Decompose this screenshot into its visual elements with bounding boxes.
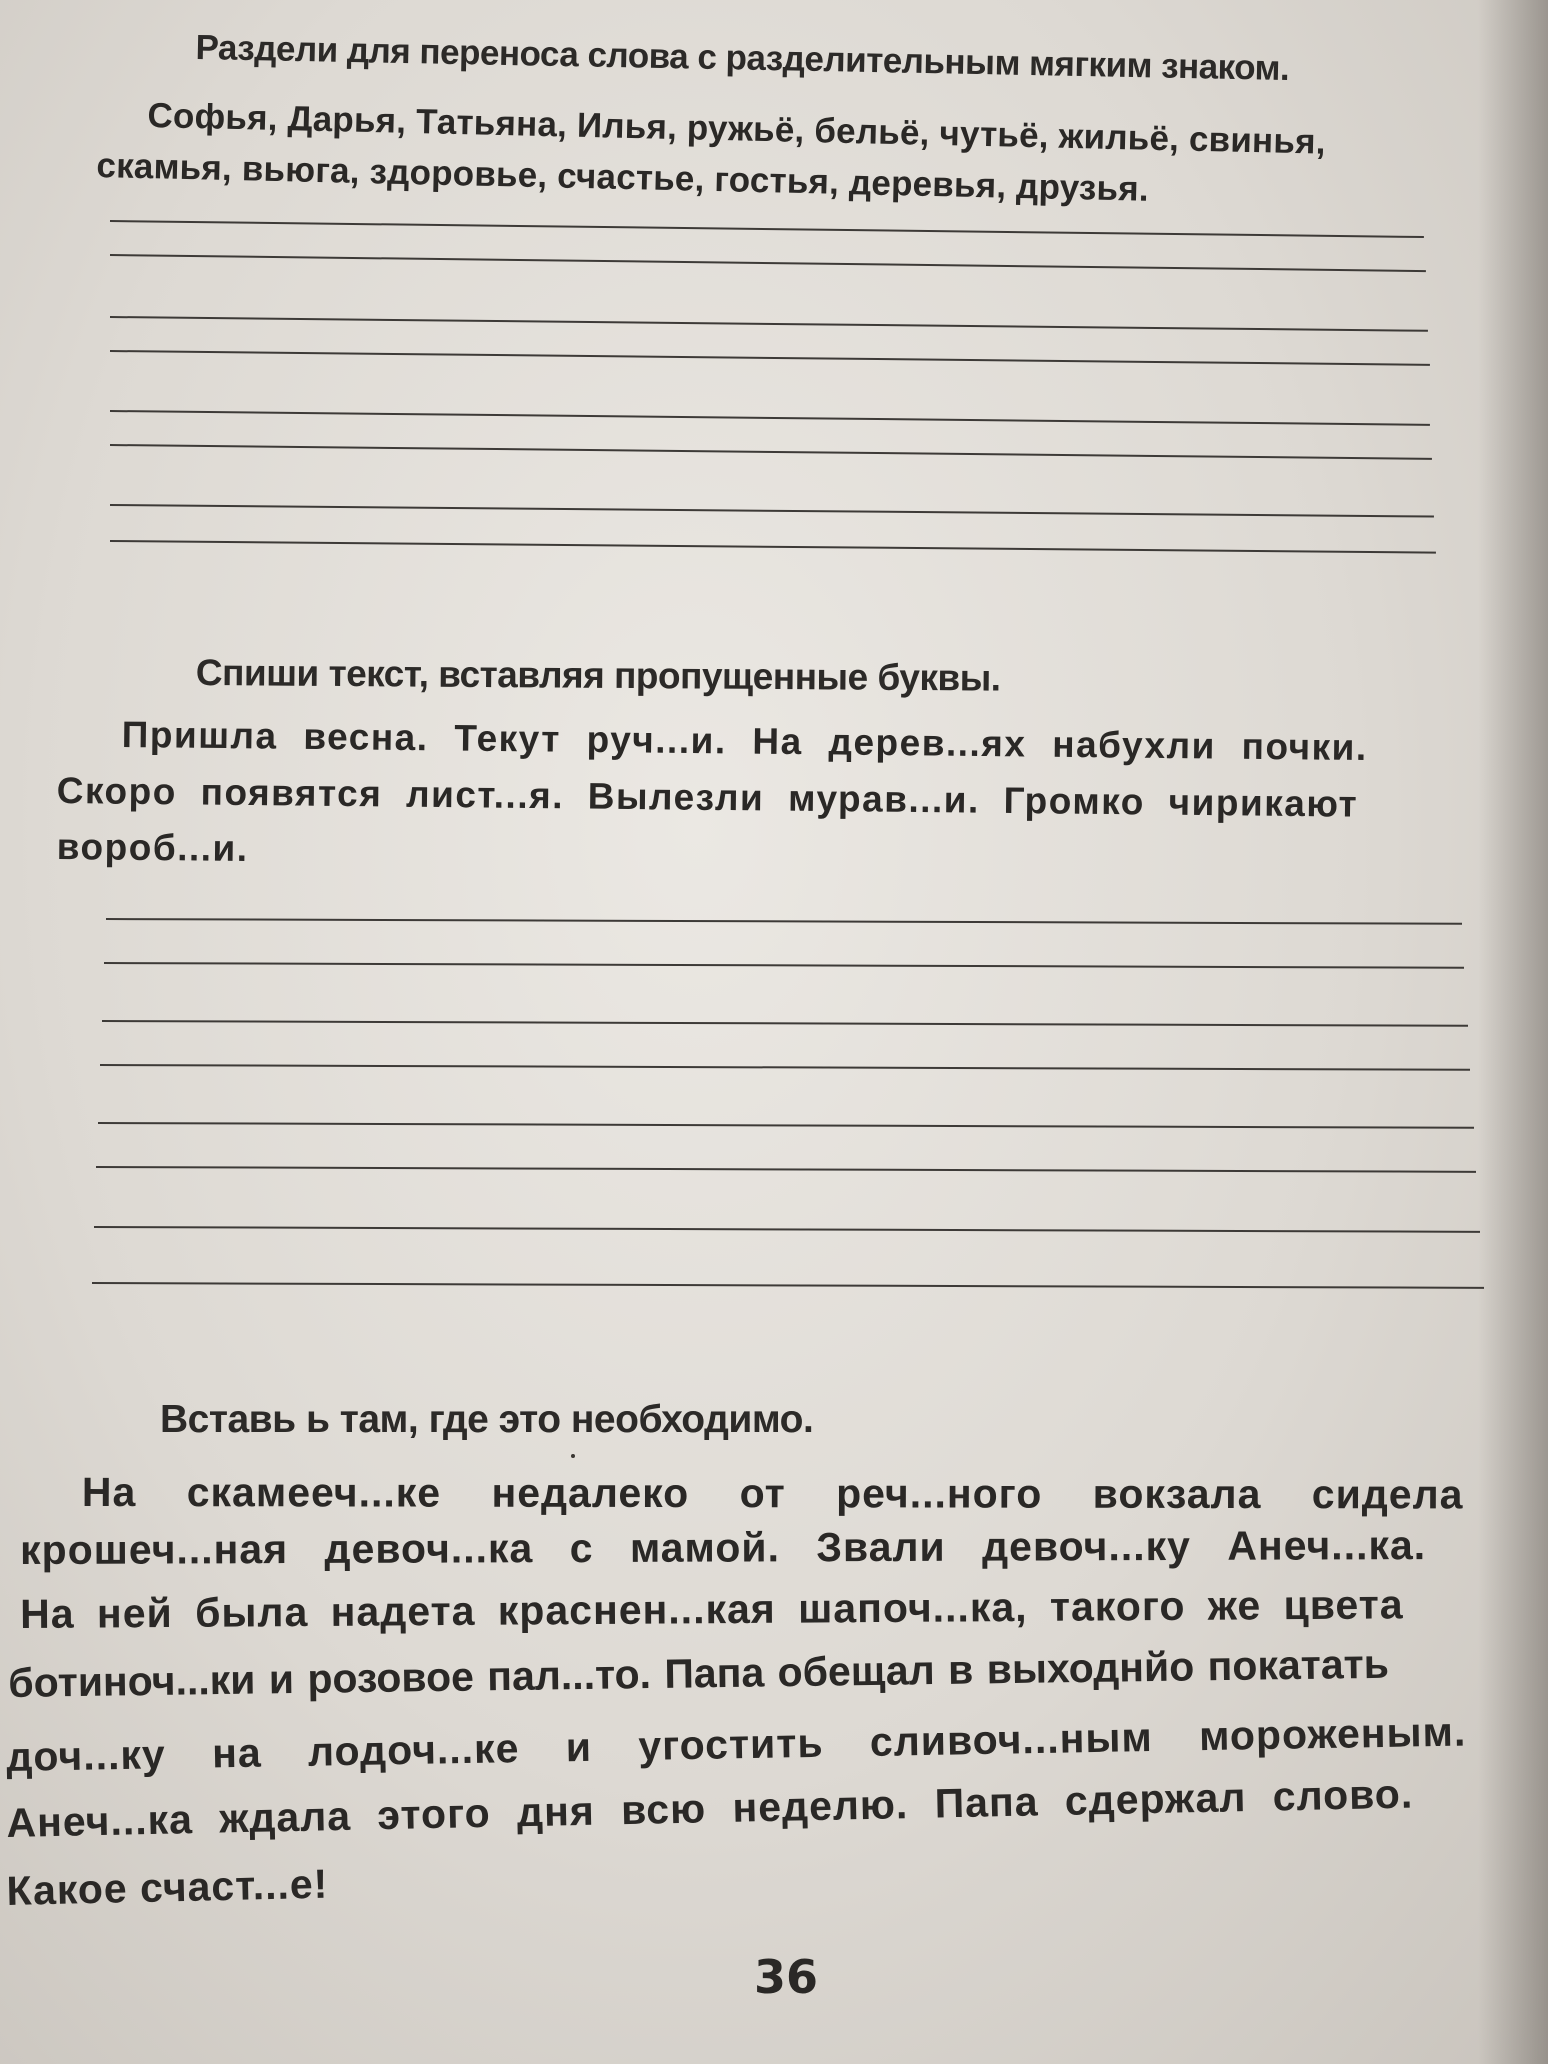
exercise-1-words-line-2: скамья, вьюга, здоровье, счастье, гостья, деревья, друзья. bbox=[96, 146, 1150, 209]
exercise-2-text-line-3: вороб...и. bbox=[56, 826, 249, 870]
writing-line[interactable] bbox=[98, 1122, 1474, 1129]
exercise-3-text-line-2: крошеч...ная девоч...ка с мамой. Звали девоч...ку Анеч...ка. bbox=[20, 1522, 1427, 1573]
soft-sign-letter: ь bbox=[305, 1398, 330, 1441]
exercise-2-text-line-2: Скоро появятся лист...я. Вылезли мурав...и. Громко чирикают bbox=[56, 770, 1359, 825]
exercise-3-text-line-4: ботиноч...ки и розовое пал...то. Папа обещал в выходнйо покатать bbox=[8, 1640, 1390, 1706]
writing-line[interactable] bbox=[102, 1020, 1468, 1027]
writing-line[interactable] bbox=[92, 1282, 1484, 1289]
page-number: 36 bbox=[754, 1950, 819, 2004]
exercise-1-words-line-1: Софья, Дарья, Татьяна, Илья, ружьё, бельё, чутьё, жильё, свинья, bbox=[147, 96, 1327, 162]
exercise-3-text-line-6: Анеч...ка ждала этого дня всю неделю. Папа сдержал слово. bbox=[6, 1770, 1414, 1846]
exercise-1-title: Раздели для переноса слова с разделительным мягким знаком. bbox=[195, 28, 1290, 88]
exercise-3-text-line-1: На скамееч...ке недалеко от реч...ного вокзала сидела bbox=[81, 1469, 1464, 1518]
exercise-3-text-line-7: Какое счаст...е! bbox=[6, 1860, 329, 1914]
exercise-3-text-line-5: доч...ку на лодоч...ке и угостить сливоч...ным мороженым. bbox=[6, 1708, 1467, 1780]
exercise-2-title: Спиши текст, вставляя пропущенные буквы. bbox=[195, 652, 1001, 699]
exercise-3-title-before: Вставь bbox=[160, 1398, 306, 1441]
exercise-3-title-after: там, где это необходимо. bbox=[329, 1398, 814, 1441]
ink-dot bbox=[571, 1454, 575, 1458]
writing-line[interactable] bbox=[96, 1166, 1476, 1173]
exercise-2-text-line-1: Пришла весна. Текут руч...и. На дерев...ях набухли почки. bbox=[121, 714, 1368, 769]
writing-line[interactable] bbox=[106, 918, 1462, 925]
writing-line[interactable] bbox=[100, 1064, 1470, 1071]
writing-line[interactable] bbox=[94, 1226, 1480, 1233]
writing-line[interactable] bbox=[104, 962, 1464, 969]
exercise-3-title bbox=[160, 1398, 813, 1442]
exercise-3-text-line-3: На ней была надета краснен...кая шапоч...ка, такого же цвета bbox=[20, 1581, 1404, 1637]
